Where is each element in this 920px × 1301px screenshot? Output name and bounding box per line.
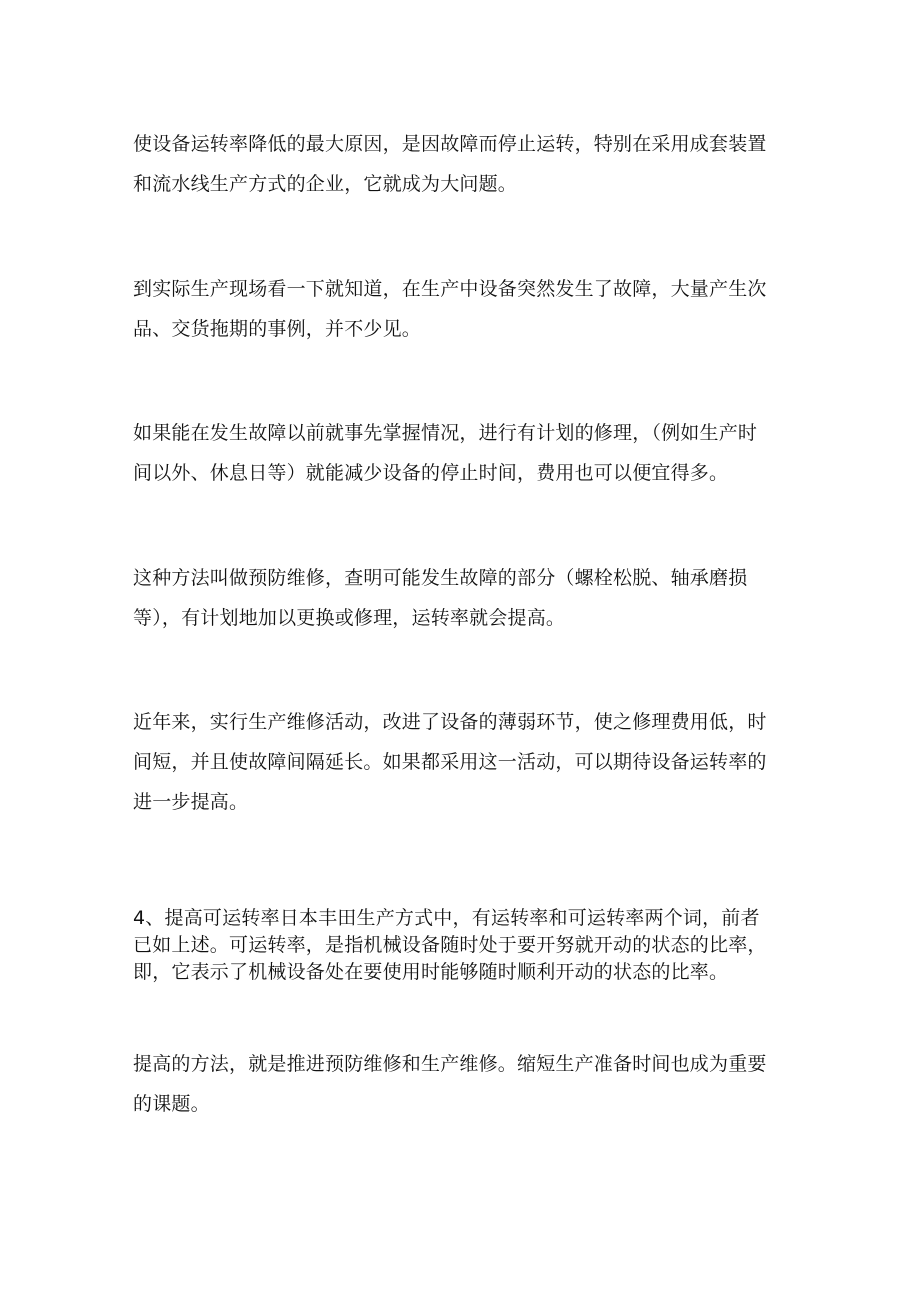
text-line: 间以外、休息日等）就能减少设备的停止时间，费用也可以便宜得多。 (133, 462, 729, 484)
text-line: 使设备运转率降低的最大原因，是因故障而停止运转，特别在采用成套装置 (133, 133, 767, 155)
paragraph-production-site (133, 276, 797, 356)
paragraph-availability-rate (133, 907, 797, 988)
paragraph-preventive-maintenance (133, 565, 797, 645)
text-line: 已如上述。可运转率，是指机械设备随时处于要开努就开动的状态的比率， (133, 934, 767, 956)
text-line: 4、提高可运转率日本丰田生产方式中，有运转率和可运转率两个词，前者 (133, 907, 760, 929)
text-line: 这种方法叫做预防维修，查明可能发生故障的部分（螺栓松脱、轴承磨损 (133, 567, 748, 589)
text-line: 间短，并且使故障间隔延长。如果都采用这一活动，可以期待设备运转率的 (133, 751, 767, 773)
text-line: 进一步提高。 (133, 791, 249, 813)
text-line: 到实际生产现场看一下就知道，在生产中设备突然发生了故障，大量产生次 (133, 278, 767, 300)
paragraph-breakdown-cause (133, 131, 797, 211)
text-line: 的课题。 (133, 1093, 210, 1115)
text-line: 等），有计划地加以更换或修理，运转率就会提高。 (133, 607, 566, 629)
text-line: 提高的方法，就是推进预防维修和生产维修。缩短生产准备时间也成为重要 (133, 1053, 767, 1075)
text-line: 近年来，实行生产维修活动，改进了设备的薄弱环节，使之修理费用低，时 (133, 711, 767, 733)
text-line: 和流水线生产方式的企业，它就成为大问题。 (133, 173, 518, 195)
text-line: 如果能在发生故障以前就事先掌握情况，进行有计划的修理，（例如生产时 (133, 422, 758, 444)
paragraph-production-maintenance (133, 709, 797, 829)
paragraph-improvement-methods (133, 1051, 797, 1131)
paragraph-planned-repair (133, 420, 797, 500)
text-line: 即，它表示了机械设备处在要使用时能够随时顺利开动的状态的比率。 (133, 961, 729, 983)
text-line: 品、交货拖期的事例，并不少见。 (133, 318, 422, 340)
